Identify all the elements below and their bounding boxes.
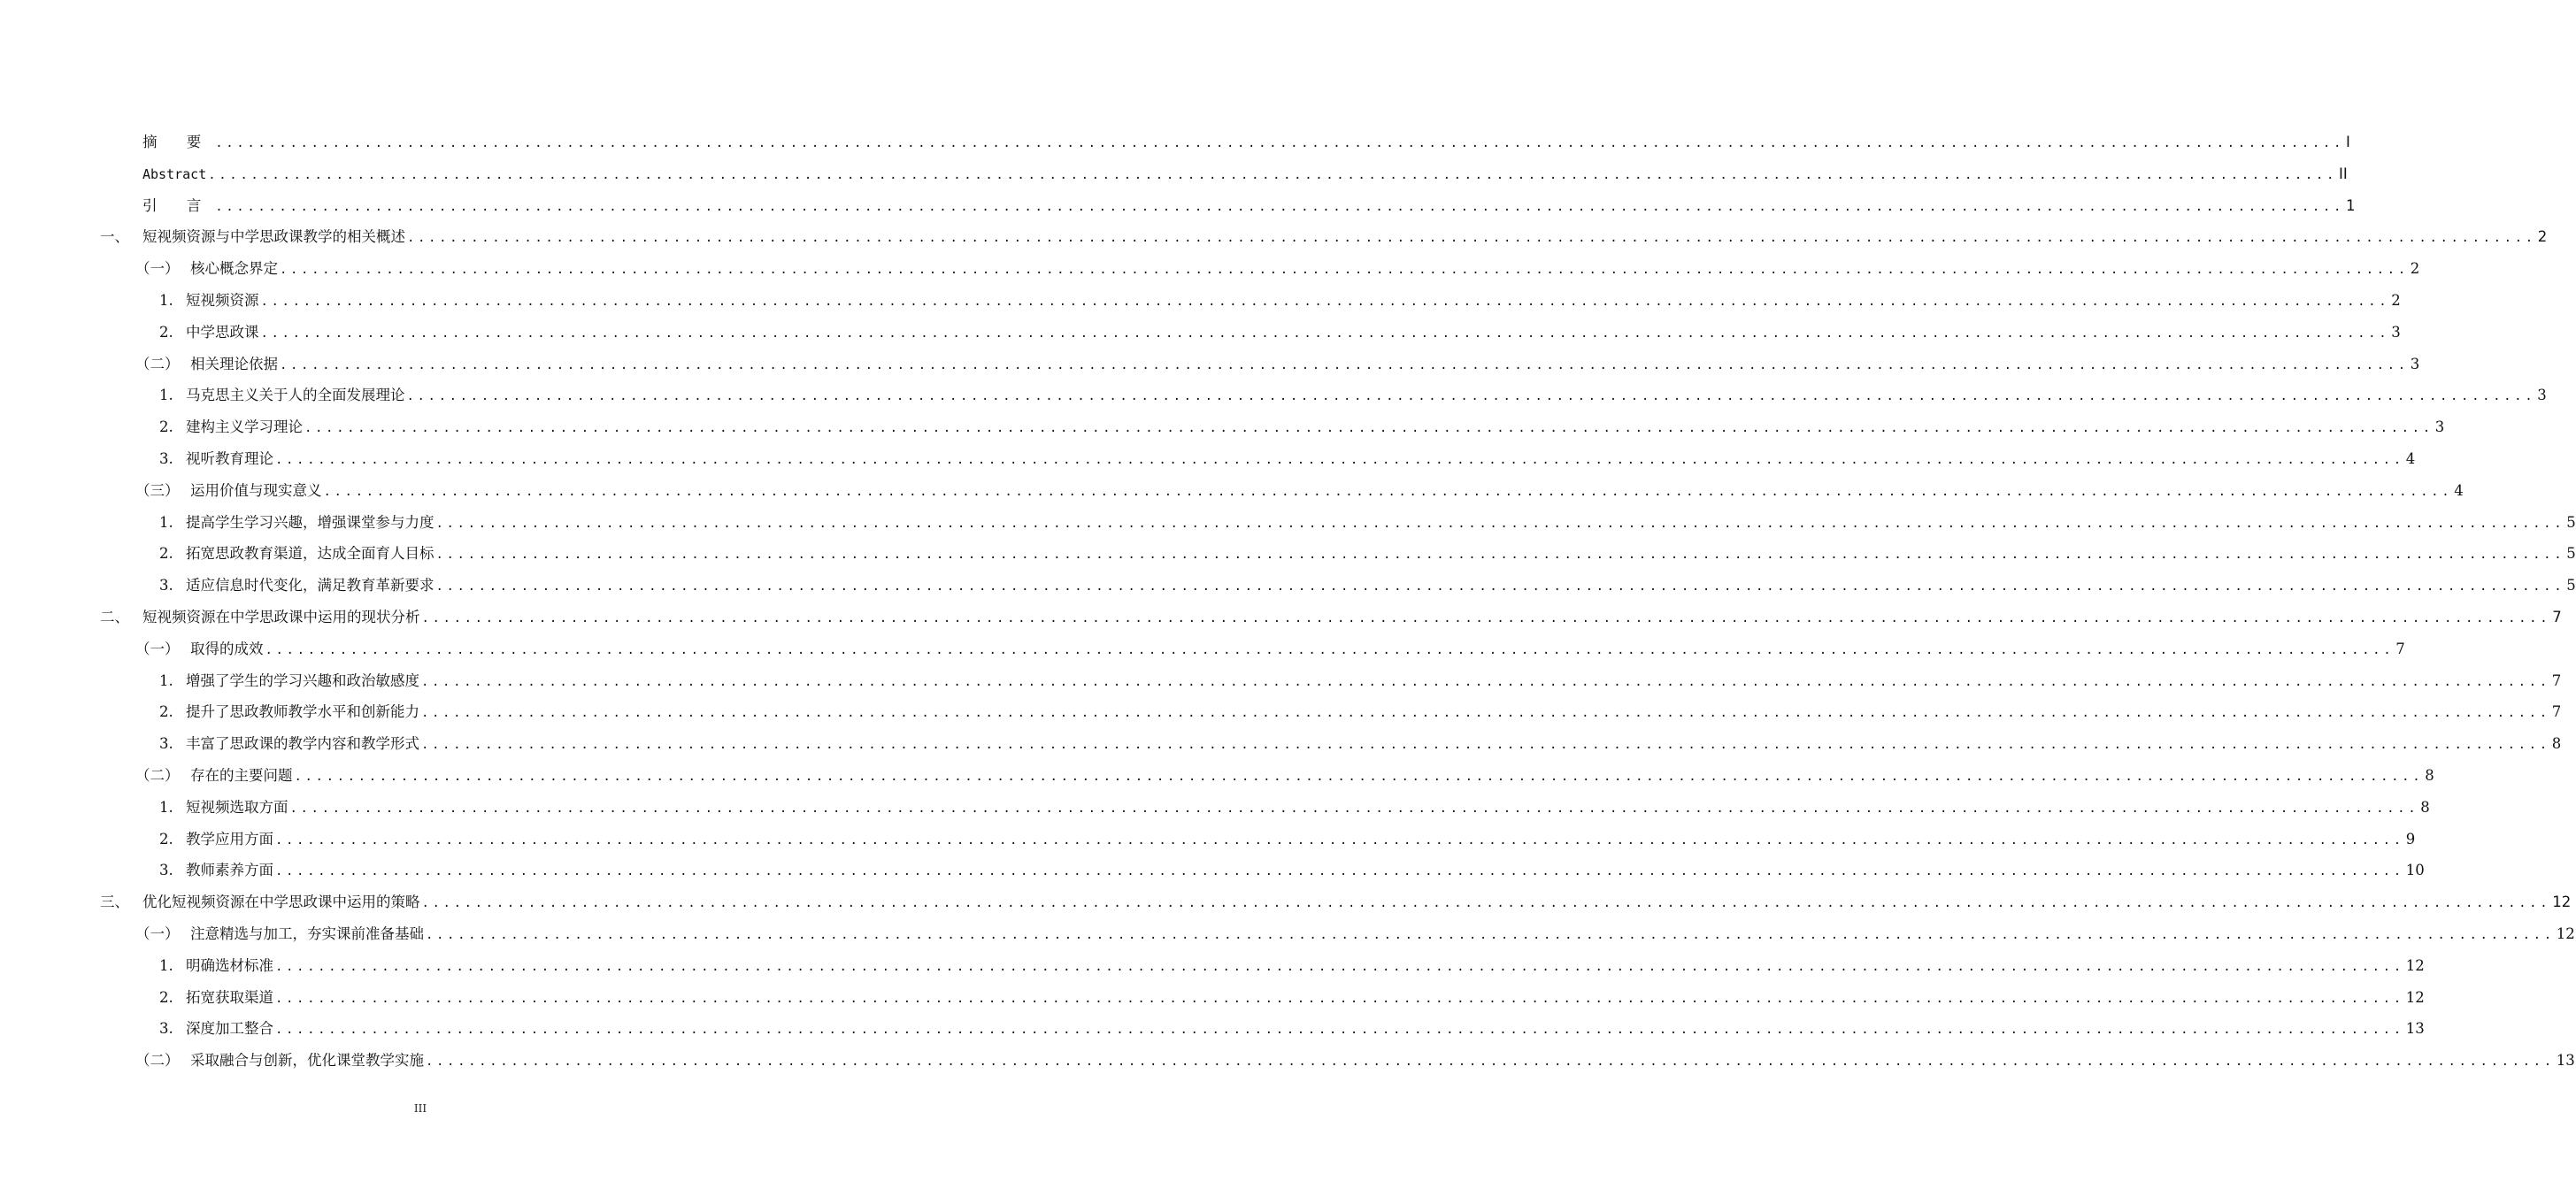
- toc-entry-number: （二）: [135, 1052, 180, 1070]
- toc-entry-title: 教师素养方面: [186, 862, 273, 879]
- toc-entry-title: 提高学生学习兴趣，增强课堂参与力度: [186, 513, 434, 531]
- dot-leader: ........................................................................................................................................................................................................: [421, 738, 2550, 753]
- toc-entry[interactable]: [100, 221, 2548, 253]
- toc-entry-title: 教学应用方面: [186, 830, 273, 848]
- toc-entry-page: 12: [2405, 988, 2425, 1006]
- toc-entry[interactable]: [100, 380, 2547, 411]
- toc-entry-title: 采取融合与创新，优化课堂教学实施: [190, 1052, 424, 1070]
- toc-entry-title: Abstract: [142, 165, 207, 182]
- dot-leader: ........................................................................................................................................................................................................: [323, 484, 2453, 499]
- toc-entry[interactable]: [100, 728, 2562, 760]
- dot-leader: ........................................................................................................................................................................................................: [275, 832, 2404, 848]
- toc-entry[interactable]: [100, 285, 2401, 317]
- toc-entry-page: 3: [2391, 323, 2401, 341]
- dot-leader: ........................................................................................................................................................................................................: [421, 674, 2550, 689]
- toc-entry-page: 13: [2556, 1052, 2575, 1070]
- toc-entry-number: 1.: [159, 798, 173, 816]
- toc-entry-page: 7: [2552, 608, 2562, 625]
- toc-entry[interactable]: [100, 665, 2562, 697]
- dot-leader: ........................................................................................................................................................................................................: [421, 610, 2551, 625]
- toc-entry-number: （二）: [135, 355, 180, 372]
- toc-entry-number: 三、: [100, 894, 129, 911]
- toc-entry-number: 1.: [159, 291, 173, 309]
- toc-entry[interactable]: [100, 475, 2464, 507]
- toc-entry-title: 丰富了思政课的教学内容和教学形式: [186, 735, 419, 753]
- dot-leader: ........................................................................................................................................................................................................: [265, 642, 2395, 657]
- dot-leader: ........................................................................................................................................................................................................: [289, 801, 2419, 816]
- toc-entry-number: 3.: [159, 449, 173, 467]
- toc-entry-number: 2.: [159, 703, 173, 721]
- dot-leader: ........................................................................................................................................................................................................: [215, 199, 2344, 214]
- toc-entry-page: 2: [2410, 260, 2420, 278]
- toc-entry-title: 拓宽获取渠道: [186, 988, 273, 1006]
- toc-entry-page: 12: [2552, 894, 2572, 911]
- toc-entry-page: 8: [2420, 798, 2430, 816]
- toc-entry-title: 提升了思政教师教学水平和创新能力: [186, 703, 419, 721]
- toc-entry-page: 4: [2454, 481, 2464, 499]
- dot-leader: ........................................................................................................................................................................................................: [260, 294, 2390, 309]
- dot-leader: ........................................................................................................................................................................................................: [275, 864, 2404, 879]
- dot-leader: ........................................................................................................................................................................................................: [426, 927, 2555, 942]
- toc-entry-page: 3: [2434, 418, 2445, 436]
- toc-entry-number: （一）: [135, 260, 180, 278]
- toc-entry-title: 运用价值与现实意义: [190, 481, 322, 499]
- toc-entry-number: （一）: [135, 640, 180, 657]
- toc-entry-number: 2.: [159, 545, 173, 563]
- toc-entry-title: 深度加工整合: [186, 1020, 273, 1038]
- toc-entry-number: 二、: [100, 608, 129, 625]
- toc-entry-page: I: [2346, 134, 2350, 150]
- toc-entry[interactable]: [100, 190, 2356, 222]
- toc-entry[interactable]: [100, 886, 2572, 918]
- toc-entry-page: 3: [2537, 387, 2547, 404]
- dot-leader: ........................................................................................................................................................................................................: [280, 357, 2409, 372]
- dot-leader: ........................................................................................................................................................................................................: [275, 1023, 2404, 1038]
- toc-entry-title: 存在的主要问题: [190, 766, 293, 784]
- toc-entry-page: 7: [2551, 671, 2562, 689]
- toc-entry-page: 5: [2566, 577, 2576, 594]
- toc-entry[interactable]: [100, 982, 2425, 1014]
- toc-entry-page: 12: [2556, 924, 2575, 942]
- toc-entry-title: 增强了学生的学习兴趣和政治敏感度: [186, 671, 419, 689]
- toc-entry[interactable]: [100, 602, 2562, 633]
- toc-entry-title: 注意精选与加工，夯实课前准备基础: [190, 924, 424, 942]
- toc-entry-number: 3.: [159, 577, 173, 594]
- toc-entry-title: 拓宽思政教育渠道，达成全面育人目标: [186, 545, 434, 563]
- dot-leader: ........................................................................................................................................................................................................: [426, 1055, 2555, 1070]
- toc-entry[interactable]: [100, 570, 2576, 602]
- toc-entry-page: 5: [2566, 545, 2576, 563]
- toc-entry-number: 1.: [159, 513, 173, 531]
- toc-entry-title: 引 言: [142, 196, 214, 214]
- toc-entry-title: 相关理论依据: [190, 355, 278, 372]
- toc-entry-number: 3.: [159, 862, 173, 879]
- toc-entry-number: 2.: [159, 988, 173, 1006]
- page-number: III: [413, 1102, 427, 1115]
- toc-entry-page: 2: [2537, 228, 2548, 246]
- toc-entry-number: 2.: [159, 323, 173, 341]
- dot-leader: ........................................................................................................................................................................................................: [294, 769, 2424, 784]
- toc-entry[interactable]: [100, 253, 2420, 285]
- table-of-contents: [100, 127, 2576, 1077]
- toc-entry-page: 12: [2405, 956, 2425, 974]
- toc-entry-page: 9: [2405, 830, 2416, 848]
- toc-entry-page: 5: [2566, 513, 2576, 531]
- toc-entry-title: 短视频资源: [186, 291, 259, 309]
- toc-entry-number: （三）: [135, 481, 180, 499]
- toc-entry-number: 2.: [159, 418, 173, 436]
- dot-leader: ........................................................................................................................................................................................................: [275, 959, 2404, 974]
- dot-leader: ........................................................................................................................................................................................................: [280, 263, 2409, 278]
- dot-leader: ........................................................................................................................................................................................................: [435, 548, 2565, 563]
- toc-entry-page: 13: [2405, 1020, 2425, 1038]
- dot-leader: ........................................................................................................................................................................................................: [304, 421, 2434, 436]
- toc-entry[interactable]: [100, 443, 2416, 475]
- dot-leader: ........................................................................................................................................................................................................: [421, 896, 2551, 911]
- dot-leader: ........................................................................................................................................................................................................: [435, 579, 2565, 594]
- toc-entry-page: 3: [2410, 355, 2420, 372]
- dot-leader: ........................................................................................................................................................................................................: [435, 516, 2565, 531]
- toc-entry-page: 8: [2551, 735, 2562, 753]
- toc-entry-title: 视听教育理论: [186, 449, 273, 467]
- toc-entry-number: 2.: [159, 830, 173, 848]
- toc-entry[interactable]: [100, 696, 2562, 728]
- toc-entry-title: 核心概念界定: [190, 260, 278, 278]
- toc-entry-title: 马克思主义关于人的全面发展理论: [186, 387, 405, 404]
- toc-entry-title: 明确选材标准: [186, 956, 273, 974]
- dot-leader: ........................................................................................................................................................................................................: [407, 231, 2536, 246]
- toc-entry[interactable]: [100, 633, 2405, 665]
- toc-entry[interactable]: [100, 824, 2416, 855]
- toc-entry[interactable]: [100, 760, 2434, 792]
- dot-leader: ........................................................................................................................................................................................................: [275, 991, 2404, 1006]
- toc-entry[interactable]: [100, 158, 2348, 190]
- toc-entry[interactable]: [100, 918, 2575, 950]
- toc-entry[interactable]: [100, 792, 2430, 824]
- toc-entry-title: 适应信息时代变化，满足教育革新要求: [186, 577, 434, 594]
- dot-leader: ........................................................................................................................................................................................................: [215, 136, 2344, 150]
- toc-entry[interactable]: [100, 349, 2420, 380]
- toc-entry-page: 7: [2395, 640, 2405, 657]
- toc-entry-title: 优化短视频资源在中学思政课中运用的策略: [142, 894, 420, 911]
- toc-entry[interactable]: [100, 507, 2576, 539]
- toc-entry-number: 1.: [159, 671, 173, 689]
- toc-entry-page: 7: [2551, 703, 2562, 721]
- toc-entry-page: 1: [2346, 196, 2356, 214]
- toc-entry-number: （二）: [135, 766, 180, 784]
- toc-entry-number: 1.: [159, 956, 173, 974]
- toc-entry[interactable]: [100, 411, 2445, 443]
- toc-entry-number: 一、: [100, 228, 129, 246]
- toc-entry-page: II: [2339, 165, 2348, 182]
- dot-leader: ........................................................................................................................................................................................................: [421, 706, 2550, 721]
- toc-entry-number: 3.: [159, 1020, 173, 1038]
- toc-entry[interactable]: [100, 950, 2425, 982]
- toc-entry[interactable]: [100, 1013, 2425, 1045]
- toc-entry-title: 中学思政课: [186, 323, 259, 341]
- toc-entry[interactable]: [100, 317, 2401, 349]
- toc-entry-title: 建构主义学习理论: [186, 418, 303, 436]
- toc-entry-number: （一）: [135, 924, 180, 942]
- toc-entry-page: 4: [2405, 449, 2416, 467]
- toc-entry-page: 10: [2405, 862, 2425, 879]
- toc-entry-title: 取得的成效: [190, 640, 264, 657]
- toc-entry-number: 3.: [159, 735, 173, 753]
- toc-entry[interactable]: [100, 855, 2425, 886]
- dot-leader: ........................................................................................................................................................................................................: [275, 452, 2404, 467]
- toc-entry[interactable]: [100, 127, 2350, 158]
- dot-leader: ........................................................................................................................................................................................................: [406, 389, 2536, 404]
- dot-leader: ........................................................................................................................................................................................................: [208, 167, 2337, 182]
- toc-entry-title: 短视频资源在中学思政课中运用的现状分析: [142, 608, 420, 625]
- toc-entry-number: 1.: [159, 387, 173, 404]
- toc-entry-page: 8: [2425, 766, 2434, 784]
- toc-entry-page: 2: [2391, 291, 2401, 309]
- toc-entry[interactable]: [100, 1045, 2575, 1077]
- toc-entry-title: 摘 要: [142, 134, 214, 150]
- toc-entry-title: 短视频资源与中学思政课教学的相关概述: [142, 228, 405, 246]
- dot-leader: ........................................................................................................................................................................................................: [260, 326, 2390, 341]
- toc-entry[interactable]: [100, 538, 2576, 570]
- toc-entry-title: 短视频选取方面: [186, 798, 288, 816]
